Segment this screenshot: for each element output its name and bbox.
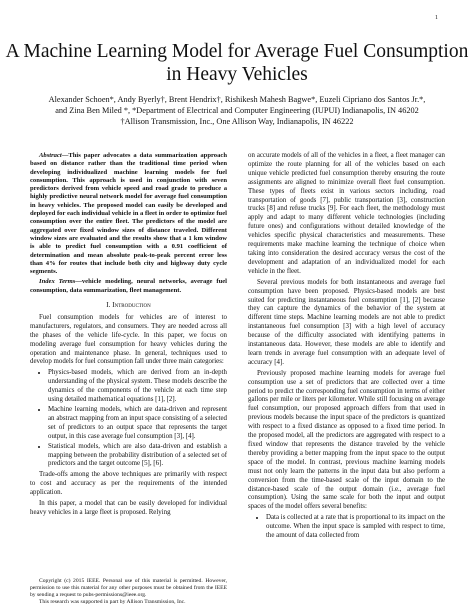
affiliation-line: and Zina Ben Miled *, *Department of Electrical and Computer Engineering (IUPUI) Indianapolis, IN 46202: [55, 106, 419, 115]
list-item: • Statistical models, which are also data-driven and establish a mapping between the probability distribution of a selected set of predictors and the target outcome [5], [6].: [48, 443, 227, 470]
paragraph: Fuel consumption models for vehicles are of interest to manufacturers, regulators, and consumers. They are needed across all the phases of the vehicle life-cycle. In this paper, we focus on modeling average fuel consumption for heavy vehicles during the operation and maintenance phase. In general, techniques used to develop models for fuel consumption fall under three main categories:: [30, 313, 227, 366]
abstract: [30, 152, 227, 276]
right-column: [248, 152, 445, 543]
footnote: [30, 578, 227, 606]
index-terms: [30, 278, 227, 295]
list-item: • Machine learning models, which are data-driven and represent an abstract mapping from an input space consisting of a selected set of predictors to an output space that represents the target output, in this case average fuel consumption [3], [4].: [48, 406, 227, 442]
paragraph: In this paper, a model that can be easily developed for individual heavy vehicles in a large fleet is proposed. Relying: [30, 500, 227, 516]
bullet-list: [248, 514, 445, 541]
authors-line: Alexander Schoen*, Andy Byerly†, Brent Hendrix†, Rishikesh Mahesh Bagwe*, Euzeli Cipriano dos Santos Jr.*,: [48, 95, 426, 104]
abstract-label: Abstract: [39, 152, 62, 159]
page-number: 1: [435, 15, 438, 21]
bullet-list: [30, 369, 227, 469]
index-terms-text: —vehicle modeling, neural networks, average fuel consumption, data summarization, fleet management.: [30, 278, 227, 294]
paragraph: on accurate models of all of the vehicles in a fleet, a fleet manager can optimize the route planning for all of the vehicles based on each unique vehicle predicted fuel consumption thereby ensuring the route assignments are aligned to minimize overall fleet fuel consumption. These types of fleets exist in various sectors including, road transportation of goods [7], public transportation [3], construction trucks [8] and refuse trucks [9]. For each fleet, the methodology must apply and adapt to many different vehicle technologies (including future ones) and configurations without detailed knowledge of the vehicles specific physical characteristics and measurements. These requirements make machine learning the technique of choice when taking into consideration the desired accuracy versus the cost of the development and adaptation of an individualized model for each vehicle in the fleet.: [248, 152, 445, 275]
footnote-copyright: Copyright (c) 2015 IEEE. Personal use of this material is permitted. However, permission to use this material for any other purposes must be obtained from the IEEE by sending a request to pubs-permissions@ieee.org.: [30, 578, 227, 598]
left-column: [30, 152, 227, 520]
section-heading: I. Introduction: [106, 301, 151, 310]
abstract-text: —This paper advocates a data summarization approach based on distance rather than the traditional time period when developing individualized machine learning models for fuel consumption. This approach is used in conjunction with seven predictors derived from vehicle speed and road grade to produce a highly predictive neural network model for average fuel consumption in heavy vehicles. The proposed model can easily be developed and deployed for each individual vehicle in a fleet in order to optimize fuel consumption over the entire fleet. The predictors of the model are aggregated over fixed window sizes of distance traveled. Different window sizes are evaluated and the results show that a 1 km window is able to predict fuel consumption with a 0.91 coefficient of determination and mean absolute peak-to-peak percent error less than 4% for routes that include both city and highway duty cycle segments.: [30, 152, 227, 276]
author-block: [30, 94, 444, 127]
list-item: • Physics-based models, which are derived from an in-depth understanding of the physical system. These models describe the dynamics of the components of the vehicle at each time step using detailed mathematical equations [1], [2].: [48, 369, 227, 405]
index-terms-label: Index Terms: [39, 278, 76, 286]
list-item: • Data is collected at a rate that is proportional to its impact on the outcome. When the input space is sampled with respect to time, the amount of data collected from: [266, 514, 445, 541]
paragraph: Several previous models for both instantaneous and average fuel consumption have been proposed. Physics-based models are best suited for predicting instantaneous fuel consumption [1], [2] because they can capture the dynamics of the behavior of the system at different time steps. Machine learning models are not able to predict instantaneous fuel consumption [3] with a high level of accuracy because of the difficulty associated with identifying patterns in instantaneous data. However, these models are able to identify and learn trends in average fuel consumption with an adequate level of accuracy [4].: [248, 278, 445, 366]
paper-title: A Machine Learning Model for Average Fuel Consumption in Heavy Vehicles: [5, 41, 469, 85]
affiliation-line: †Allison Transmission, Inc., One Allison Way, Indianapolis, IN 46222: [120, 117, 354, 126]
paragraph: Trade-offs among the above techniques are primarily with respect to cost and accuracy as per the requirements of the intended application.: [30, 471, 227, 497]
paragraph: Previously proposed machine learning models for average fuel consumption use a set of predictors that are collected over a time period to predict the corresponding fuel consumption in terms of either gallons per mile or liters per kilometer. While still focusing on average fuel consumption, our proposed approach differs from that used in previous models because the input space of the predictors is quantized with respect to a fixed distance as opposed to a fixed time period. In the proposed model, all the predictors are aggregated with respect to a fixed window that represents the distance traveled by the vehicle thereby providing a better mapping from the input space to the output space of the model. In contrast, previous machine learning models must not only learn the patterns in the input data but also perform a conversion from the time-based scale of the input domain to the distance-based scale of the output domain (i.e., average fuel consumption). Using the same scale for both the input and output spaces of the model offers several benefits:: [248, 369, 445, 511]
footnote-funding: This research was supported in part by Allison Transmission, Inc.: [39, 599, 186, 605]
